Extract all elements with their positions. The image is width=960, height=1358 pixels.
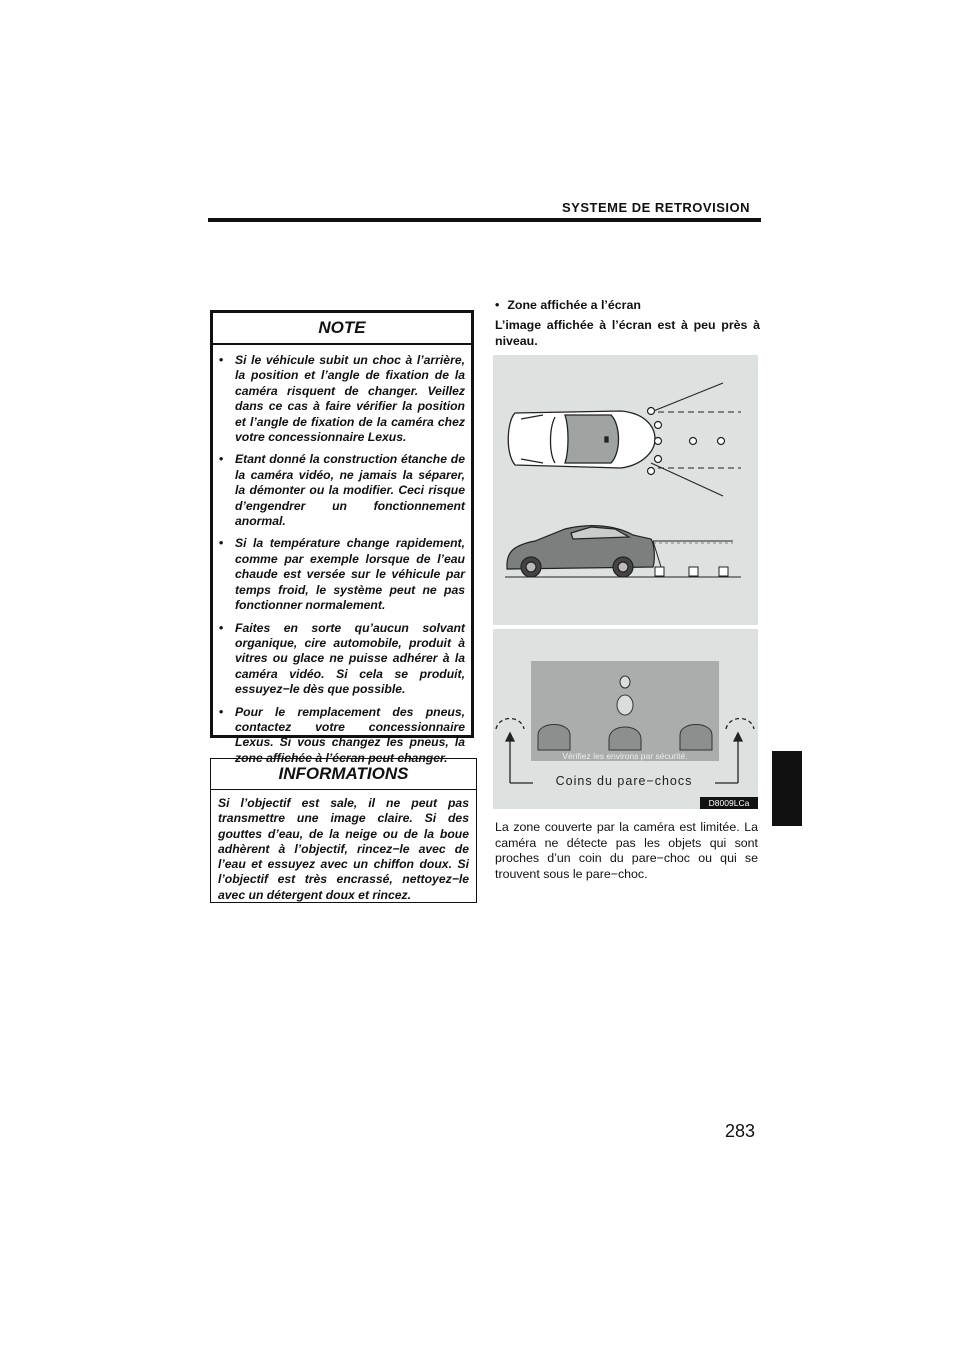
note-list [213, 345, 471, 766]
bullet-icon: • [219, 536, 224, 551]
section-body: La zone couverte par la caméra est limitée. La caméra ne détecte pas les objets qui sont proches d’un coin du pare−choc ou qui se trouvent sous le pare−choc. [495, 820, 758, 881]
bullet-icon: • [219, 620, 224, 635]
note-item-text: Etant donné la construction étanche de la caméra vidéo, ne jamais la séparer, la démonter ou la modifier. Ceci risque d’engendrer un fonctionnement anormal. [235, 452, 465, 529]
note-item-text: Pour le remplacement des pneus, contactez votre concessionnaire Lexus. Si vous changez les pneus, la zone affichée à l’écran peut changer. [235, 704, 465, 765]
note-item-text: Si la température change rapidement, comme par exemple lorsque de l’eau chaude est versée sur le véhicule par temps froid, le système peut ne pas fonctionner normalement. [235, 536, 465, 613]
note-item-5 [219, 705, 465, 767]
section-subheading: L’image affichée à l’écran est à peu près à niveau. [495, 318, 760, 348]
page-number: 283 [724, 1121, 755, 1141]
note-item-1 [219, 353, 465, 445]
note-box [210, 310, 474, 765]
note-item-3 [219, 536, 465, 613]
section-heading [495, 298, 760, 312]
chapter-tab [772, 751, 802, 826]
screen-caption: Vérifiez les environs par sécurité. [562, 751, 688, 761]
car-top-view-icon [508, 411, 655, 468]
note-item-text: Si le véhicule subit un choc à l’arrière, la position et l’angle de fixation de la caméra risquent de changer. Veillez dans ce cas à faire vérifier la position et l’angle de fixation de la caméra chez votre concessionnaire Lexus. [235, 353, 465, 445]
informations-box [210, 758, 477, 903]
camera-zone-diagram [493, 355, 758, 809]
running-header: SYSTEME DE RETROVISION [562, 200, 750, 215]
note-item-4 [219, 621, 465, 698]
bullet-icon: • [219, 704, 224, 719]
section-heading-text: Zone affichée a l’écran [507, 298, 641, 312]
note-title: NOTE [213, 313, 471, 345]
corner-label: Coins du pare−chocs [555, 774, 693, 788]
bullet-icon: • [219, 452, 224, 467]
diagram-top-panel [493, 355, 758, 625]
bullet-icon: • [219, 353, 224, 367]
note-item-text: Faites en sorte qu’aucun solvant organique, cire automobile, produit à vitres ou glace ne puisse adhérer à la caméra vidéo. Si cela se produit, essuyez−le dès que possible. [235, 620, 465, 697]
note-item-2 [219, 452, 465, 529]
header-rule [208, 218, 761, 222]
informations-text: Si l’objectif est sale, il ne peut pas transmettre une image claire. Si des gouttes d’eau, de la neige ou de la boue adhèrent à l’objectif, rincez−le avec de l’eau et essuyez avec un chiffon doux. Si l’objectif est très encrassé, nettoyez−le avec un détergent doux et rincez. [218, 796, 469, 902]
figure-code: D8009LCa [708, 798, 750, 808]
informations-title: INFORMATIONS [211, 759, 476, 790]
bullet-icon: • [495, 298, 500, 312]
